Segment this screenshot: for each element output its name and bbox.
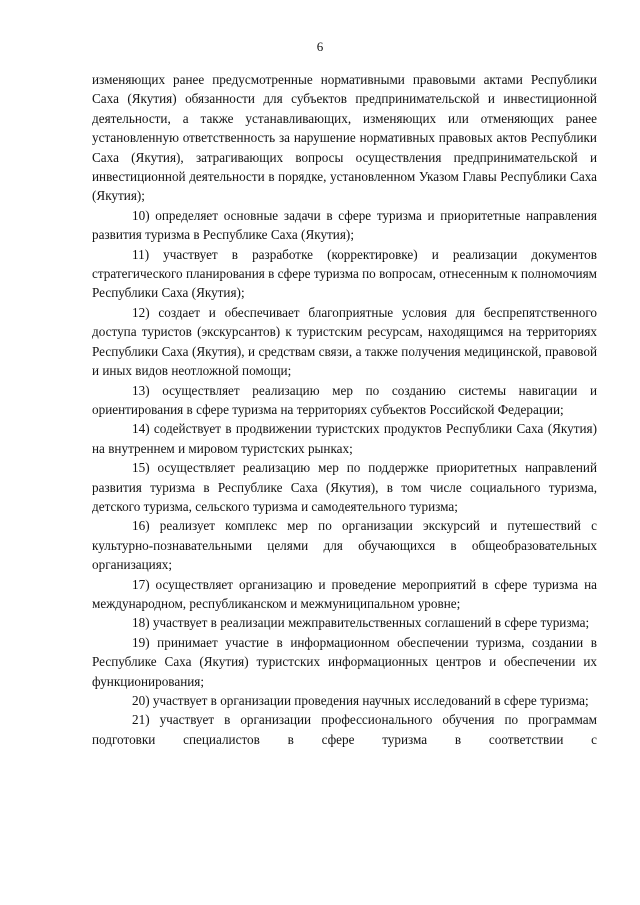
paragraph-item-13: 13) осуществляет реализацию мер по созданию системы навигации и ориентирования в сфере туризма на территориях субъектов Российской Федерации; (92, 382, 597, 417)
paragraph-item-11: 11) участвует в разработке (корректировке) и реализации документов стратегического планирования в сфере туризма по вопросам, отнесенным к полномочиям Республики Саха (Якутия); (92, 246, 597, 301)
paragraph-item-19: 19) принимает участие в информационном обеспечении туризма, создании в Республике Саха (Якутия) туристских информационных центров и обеспечении их функционирования; (92, 634, 597, 689)
paragraph-item-14: 14) содействует в продвижении туристских продуктов Республики Саха (Якутия) на внутреннем и мировом туристских рынках; (92, 421, 597, 456)
paragraph-item-21: 21) участвует в организации профессионального обучения по программам подготовки специалистов в сфере туризма в соответствии с (92, 712, 597, 747)
paragraph-continued: изменяющих ранее предусмотренные нормативными правовыми актами Республики Саха (Якутия) обязанности для субъектов предпринимательской и инвестиционной деятельности, а также устанавливающих, изменяющих или отменяющих ранее установленную ответственность за нарушение нормативных правовых актов Республики Саха (Якутия), затрагивающих вопросы осуществления предпринимательской и инвестиционной деятельности в порядке, установленном Указом Главы Республики Саха (Якутия); (92, 72, 597, 204)
paragraph-item-15: 15) осуществляет реализацию мер по поддержке приоритетных направлений развития туризма в Республике Саха (Якутия), в том числе социального туризма, детского туризма, сельского туризма и самодеятельного туризма; (92, 460, 597, 514)
paragraph-item-18: 18) участвует в реализации межправительственных соглашений в сфере туризма; (132, 615, 590, 631)
paragraph-item-10: 10) определяет основные задачи в сфере туризма и приоритетные направления развития туризма в Республике Саха (Якутия); (92, 207, 597, 243)
paragraph-item-17: 17) осуществляет организацию и проведение мероприятий в сфере туризма на международном, республиканском и межмуниципальном уровне; (92, 576, 597, 611)
paragraph-item-20: 20) участвует в организации проведения научных исследований в сфере туризма; (132, 693, 589, 708)
document-body (92, 70, 597, 749)
page-number: 6 (316, 39, 324, 54)
paragraph-item-16: 16) реализует комплекс мер по организации экскурсий и путешествий с культурно-познавательными целями для обучающихся в общеобразовательных организациях; (92, 518, 597, 573)
paragraph-item-12: 12) создает и обеспечивает благоприятные условия для беспрепятственного доступа туристов (экскурсантов) к туристским ресурсам, находящимся на территориях Республики Саха (Якутия), и средствам связи, а также получения медицинской, правовой и иных видов неотложной помощи; (92, 304, 597, 379)
